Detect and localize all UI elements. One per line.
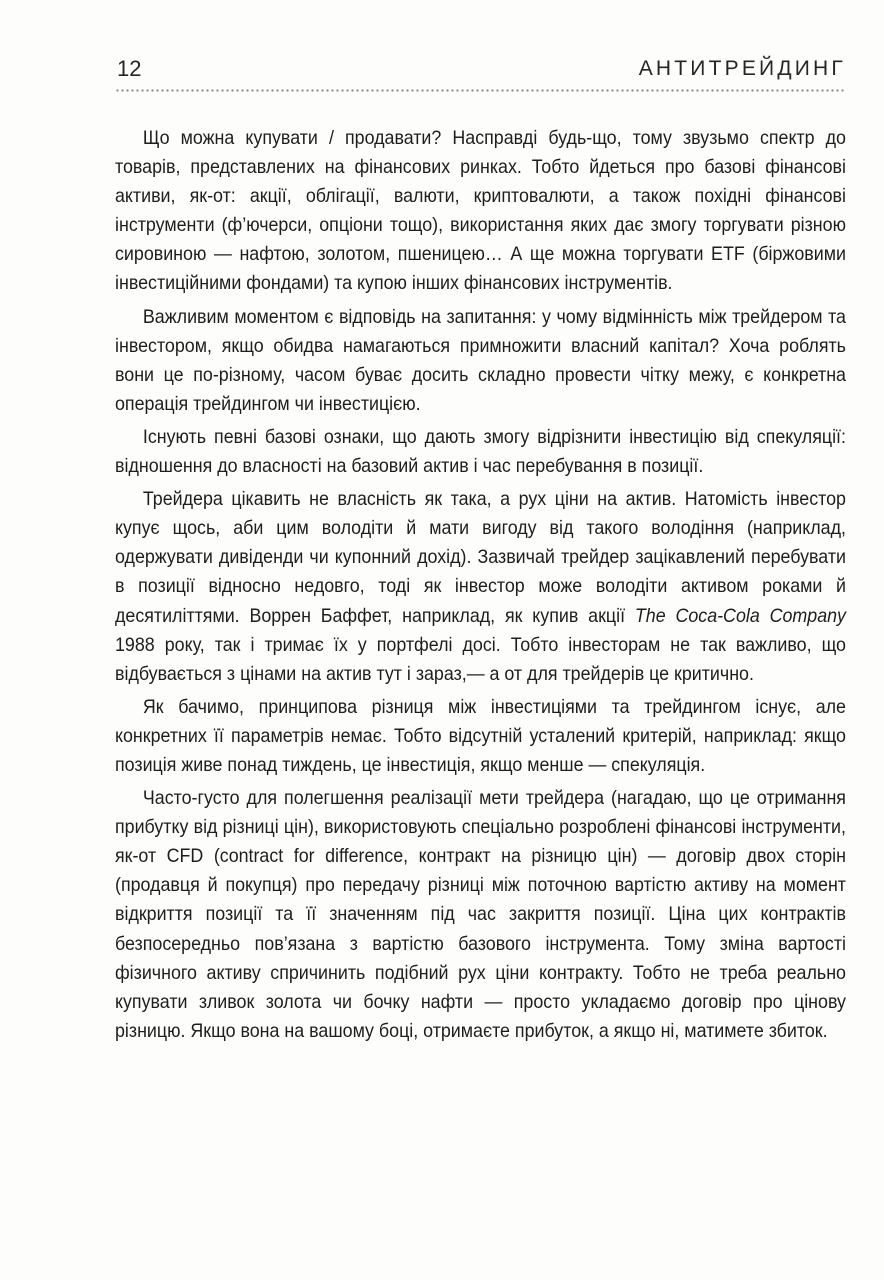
book-page (115, 0, 846, 1280)
dotted-header-divider (115, 89, 846, 92)
body-text (115, 124, 846, 1050)
paragraph-basic-signs: Існують певні базові ознаки, що дають змогу відрізнити інвестицію від спекуляції: відношення до власності на базовий актив і час перебування в позиції. (115, 426, 846, 478)
book-title: АНТИТРЕЙДИНГ (638, 57, 846, 80)
paragraph-text: Трейдера цікавить не власність як така, а рух ціни на актив. Натомість інвестор купує щось, аби цим володіти й мати вигоду від такого володіння (наприклад, одержувати дивіденди чи купонний дохід). Зазвичай трейдер зацікавлений перебувати в позиції відносно недовго, тоді як інвестор може володіти активом роками й десятиліттями. Воррен Баффет, наприклад, як купив акції (115, 489, 846, 627)
paragraph-no-criterion: Як бачимо, принципова різниця між інвестиціями та трейдингом існує, але конкретних її параметрів немає. Тобто відсутній усталений критерій, наприклад: якщо позиція живе понад тиждень, це інвестиція, якщо менше — спекуляція. (115, 696, 846, 776)
page-number: 12 (117, 56, 142, 81)
paragraph-trader-vs-investor: Важливим моментом є відповідь на запитання: у чому відмінність між трейдером та інвестором, якщо обидва намагаються примножити власний капітал? Хоча роблять вони це по-різному, часом буває досить складно провести чітку межу, є конкретна операція трейдингом чи інвестицією. (115, 306, 846, 415)
paragraph-cfd: Часто-густо для полегшення реалізації мети трейдера (нагадаю, що це отримання прибутку від різниці цін), використовують спеціально розроблені фінансові інструменти, як-от CFD (contract for difference, контракт на різницю цін) — договір двох сторін (продавця й покупця) про передачу різниці між поточною вартістю активу на момент відкриття позиції та її значенням під час закриття позиції. Ціна цих контрактів безпосередньо пов’язана з вартістю базового інструмента. Тому зміна вартості фізичного активу спричинить подібний рух ціни контракту. Тобто не треба реально купувати зливок золота чи бочку нафти — просто укладаємо договір про цінову різницю. Якщо вона на вашому боці, отримаєте прибуток, а якщо ні, матимете збиток. (115, 788, 846, 1042)
paragraph-what-to-trade: Що можна купувати / продавати? Насправді будь-що, тому звузьмо спектр до товарів, представлених на фінансових ринках. Тобто йдеться про базові фінансові активи, як-от: акції, облігації, валюти, криптовалюти, а також похідні фінансові інструменти (ф’ючерси, опціони тощо), використання яких дає змогу торгувати різною сировиною — нафтою, золотом, пшеницею… А ще можна торгувати ETF (біржовими інвестиційними фондами) та купою інших фінансових інструментів. (115, 128, 846, 295)
company-name-emphasis: The Coca-Cola Company (634, 605, 846, 627)
running-header (115, 56, 846, 86)
paragraph-ownership-vs-price (115, 485, 846, 689)
paragraph-text: 1988 року, так і тримає їх у портфелі досі. Тобто інвесторам не так важливо, що відбувається з цінами на актив тут і зараз,— а от для трейдерів це критично. (115, 634, 846, 685)
